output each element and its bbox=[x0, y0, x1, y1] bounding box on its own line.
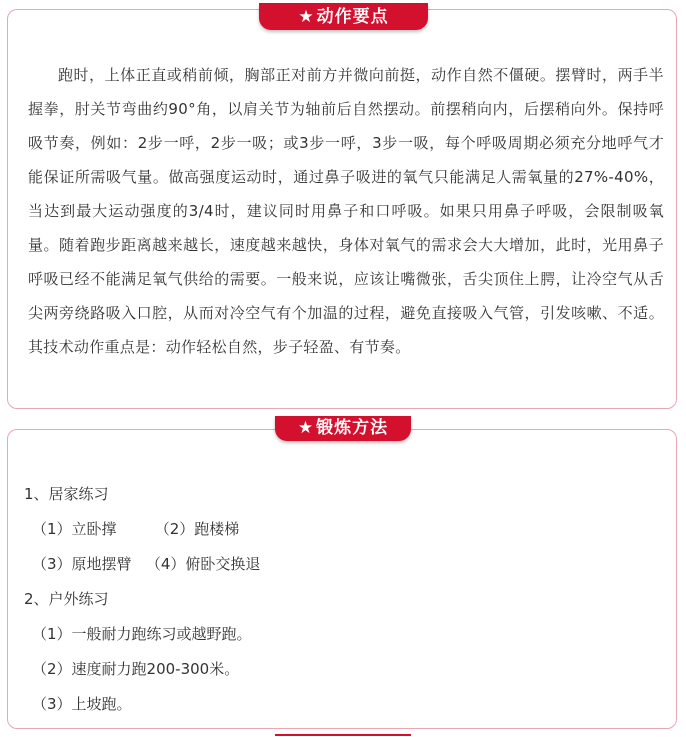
list-item: （3）原地摆臂 （4）俯卧交换退 bbox=[32, 555, 261, 573]
list-item: （3）上坡跑。 bbox=[32, 695, 132, 713]
training-methods-list bbox=[24, 477, 260, 722]
star-icon: ★ bbox=[298, 7, 315, 27]
action-points-paragraph: 跑时，上体正直或稍前倾，胸部正对前方并微向前挺，动作自然不僵硬。摆臂时，两手半握拳，肘关节弯曲约90°角，以肩关节为轴前后自然摆动。前摆稍向内，后摆稍向外。保持呼吸节奏，例如：2步一呼，2步一吸；或3步一呼，3步一吸，每个呼吸周期必须充分地呼气才能保证所需吸气量。做高强度运动时，通过鼻子吸进的氧气只能满足人需氧量的27%-40%，当达到最大运动强度的3/4时，建议同时用鼻子和口呼吸。如果只用鼻子呼吸，会限制吸氧量。随着跑步距离越来越长，速度越来越快，身体对氧气的需求会大大增加，此时，光用鼻子呼吸已经不能满足氧气供给的需要。一般来说，应该让嘴微张，舌尖顶住上腭，让冷空气从舌尖两旁绕路吸入口腔，从而对冷空气有个加温的过程，避免直接吸入气管，引发咳嗽、不适。其技术动作重点是：动作轻松自然，步子轻盈、有节奏。 bbox=[28, 66, 664, 356]
star-icon: ★ bbox=[297, 418, 315, 438]
list-item: （1）立卧撑 （2）跑楼梯 bbox=[32, 520, 240, 538]
footer-accent-line bbox=[275, 734, 411, 736]
action-points-title: 动作要点 bbox=[316, 7, 389, 27]
list-item-outdoor-heading: 2、户外练习 bbox=[24, 590, 109, 608]
training-methods-tab bbox=[275, 416, 411, 441]
action-points-tab bbox=[259, 5, 428, 30]
list-item: （1）一般耐力跑练习或越野跑。 bbox=[32, 625, 252, 643]
training-methods-title: 锻炼方法 bbox=[316, 418, 389, 438]
list-item: （2）速度耐力跑200-300米。 bbox=[32, 660, 240, 678]
list-item-home-heading: 1、居家练习 bbox=[24, 485, 109, 503]
